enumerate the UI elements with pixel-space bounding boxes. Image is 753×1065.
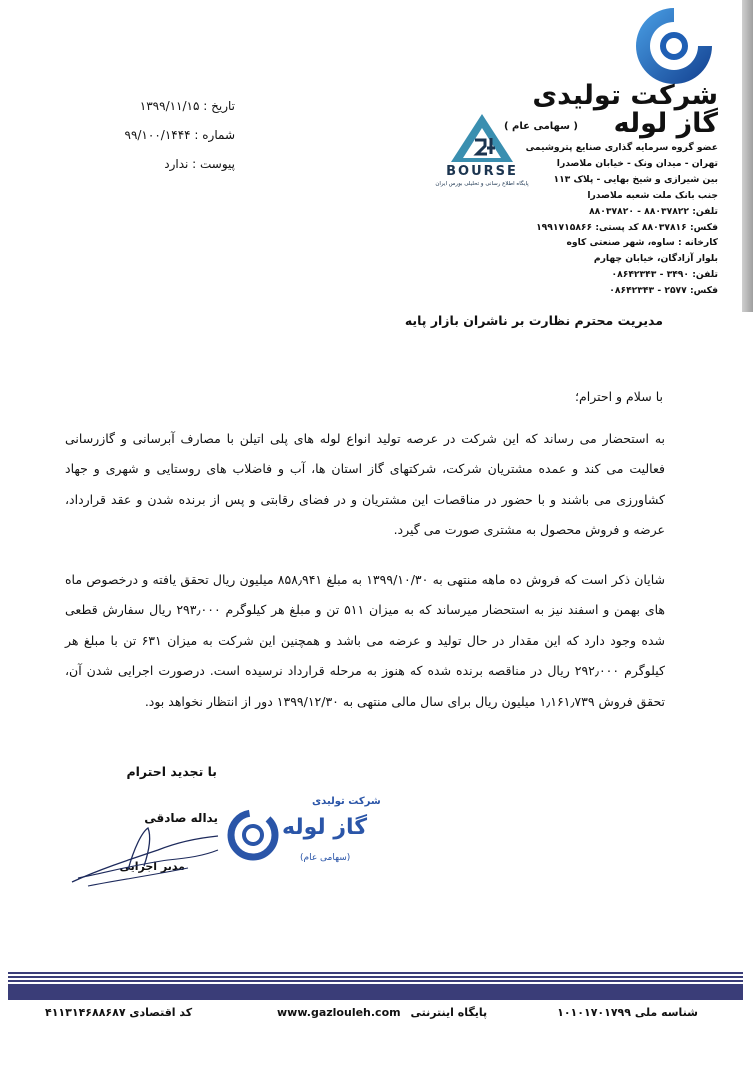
signer-name: یداله صادقی bbox=[144, 811, 218, 825]
footer-national-id: شناسه ملی ۱۰۱۰۱۷۰۱۷۹۹ bbox=[557, 1006, 698, 1019]
signer-title: مدیر اجرایی bbox=[119, 860, 185, 873]
info-line: تلفن: ۳۴۹۰ - ۰۸۶۴۲۳۴۳ bbox=[611, 269, 718, 281]
letter-greeting: با سلام و احترام؛ bbox=[575, 389, 663, 404]
info-line: بین شیرازی و شیخ بهایی - پلاک ۱۱۳ bbox=[553, 173, 718, 185]
letter-paragraph-1: به استحضار می رساند که این شرکت در عرصه تولید انواع لوله های پلی اتیلن با مصارف آبرسانی و گازرسانی فعالیت می کند و عمده مشتریان شرکت، شرکتهای گاز استان ها، آب و فاضلاب های روستایی و شهری و جهاد کشاورزی می باشند و با حضور در مناقصات این مشتریان و در فضای رقابتی و پس از برنده شدن و عقد قرارداد، عرضه و فروش محصول به مشتری صورت می گیرد. bbox=[65, 431, 665, 538]
letter-closing: با تجدید احترام bbox=[126, 764, 217, 779]
bourse-logo-icon bbox=[435, 110, 530, 192]
footer-economic-code: کد اقتصادی ۴۱۱۳۱۴۶۸۸۶۸۷ bbox=[45, 1006, 193, 1019]
info-line: فکس: ۸۸۰۳۷۸۱۶ کد پستی: ۱۹۹۱۷۱۵۸۶۶ bbox=[536, 221, 718, 233]
letter-recipient: مدیریت محترم نظارت بر ناشران بازار پایه bbox=[404, 313, 663, 328]
stamp-text-line3: (سهامی عام) bbox=[300, 853, 351, 863]
letter-attachment: پیوست : ندارد bbox=[164, 157, 235, 171]
stamp-text-line1: شرکت تولیدی bbox=[312, 796, 381, 807]
letter-meta bbox=[85, 92, 235, 179]
footer-website-url: www.gazlouleh.com bbox=[277, 1006, 401, 1019]
page-edge-band bbox=[742, 0, 753, 312]
letter-date: تاریخ : ۱۳۹۹/۱۱/۱۵ bbox=[139, 99, 235, 113]
info-line: بلوار آزادگان، خیابان چهارم bbox=[593, 253, 718, 265]
company-logo-icon bbox=[628, 2, 720, 88]
info-line: تهران - میدان ونک - خیابان ملاصدرا bbox=[556, 157, 718, 169]
info-line: کارخانه : ساوه، شهر صنعتی کاوه bbox=[566, 237, 718, 249]
footer-band-solid bbox=[8, 986, 743, 1000]
company-type: ( سهامی عام ) bbox=[504, 121, 578, 132]
bourse-logo-text: BOURSE bbox=[446, 164, 518, 179]
info-line: جنب بانک ملت شعبه ملاصدرا bbox=[587, 189, 718, 201]
signature-icon bbox=[68, 820, 228, 892]
info-line: تلفن: ۸۸۰۳۷۸۲۲ - ۸۸۰۳۷۸۲۰ bbox=[589, 205, 718, 217]
letter-paragraph-2: شایان ذکر است که فروش ده ماهه منتهی به ۱۳۹۹/۱۰/۳۰ به مبلغ ۸۵۸٫۹۴۱ میلیون ریال تحقق یافته و درخصوص ماه های بهمن و اسفند نیز به استحضار میرساند که به میزان ۵۱۱ تن و مبلغ هر کیلوگرم ۲۹۳٫۰۰۰ ریال سفارش قطعی شده وجود دارد که این مقدار در حال تولید و عرضه می باشد و همچنین این شرکت به میزان ۶۳۱ تن با مبلغ هر کیلوگرم ۲۹۲٫۰۰۰ ریال در مناقصه برنده شده که هنوز به مرحله قرارداد نرسیده است. درصورت اجرایی شدن آن، تحقق فروش ۱٫۱۶۱٫۷۳۹ میلیون ریال برای سال مالی منتهی به ۱۳۹۹/۱۲/۳۰ دور از انتظار نخواهد بود. bbox=[65, 572, 665, 709]
bourse-logo-subtitle: پایگاه اطلاع رسانی و تحلیلی بورس ایران bbox=[435, 181, 529, 187]
info-line: عضو گروه سرمایه گذاری صنایع پتروشیمی bbox=[525, 142, 718, 153]
company-name-line2: گاز لوله bbox=[613, 108, 718, 139]
company-name-line1: شرکت تولیدی bbox=[532, 80, 718, 111]
footer-website-label: پایگاه اینترنتی bbox=[410, 1006, 488, 1019]
letter-number: شماره : ۹۹/۱۰۰/۱۴۴۴ bbox=[124, 128, 235, 142]
stamp-text-line2: گاز لوله bbox=[282, 815, 368, 840]
footer-website bbox=[277, 1006, 487, 1019]
info-line: فکس: ۲۵۷۷ - ۰۸۶۴۲۳۴۳ bbox=[609, 285, 718, 297]
